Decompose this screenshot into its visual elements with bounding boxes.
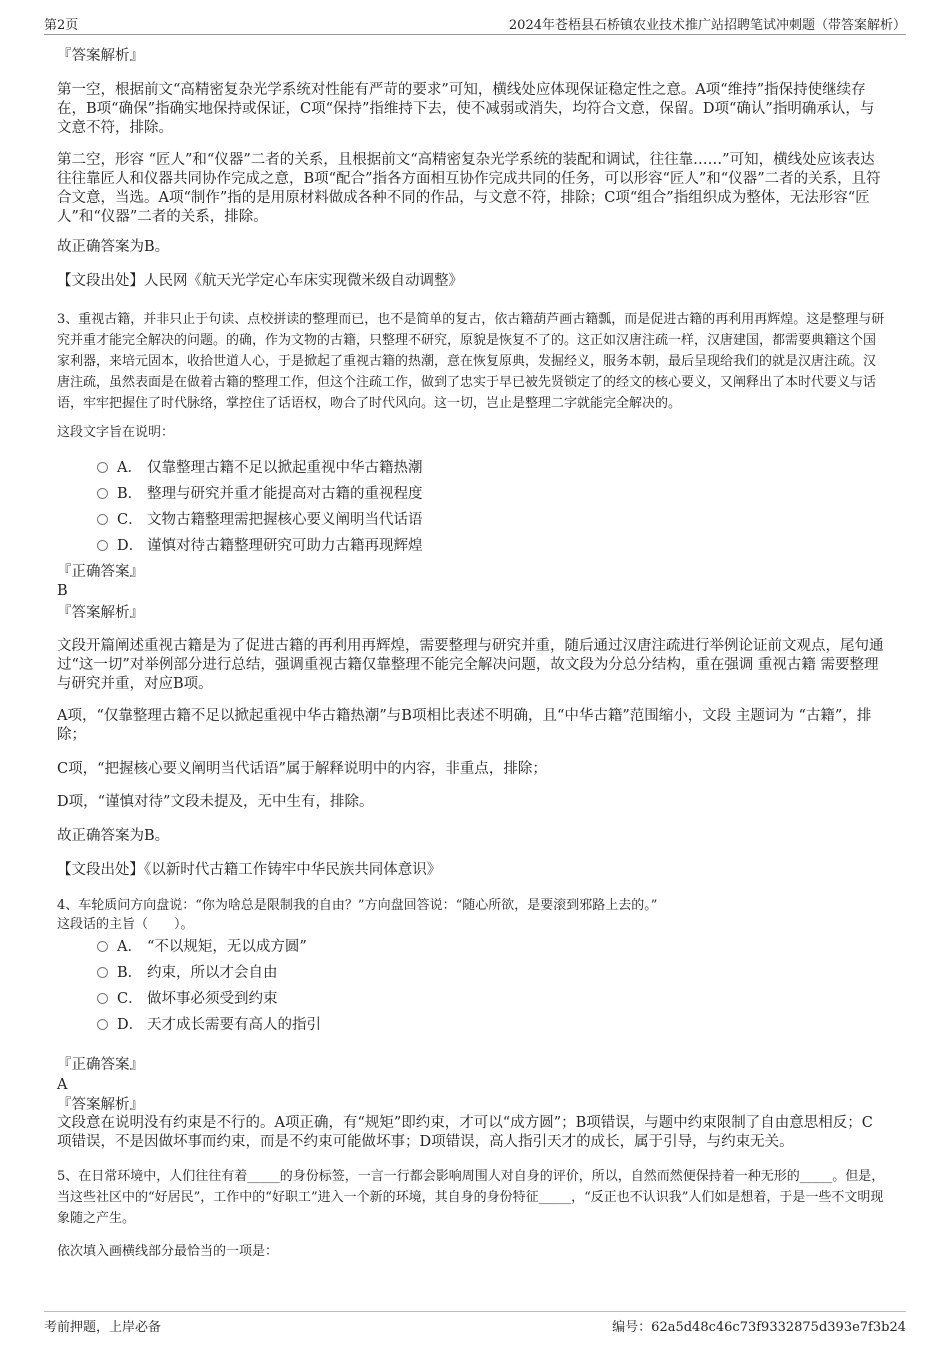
answer-value: B xyxy=(57,583,68,599)
question-stem: 这段话的主旨（ ）。 xyxy=(57,917,194,932)
radio-button[interactable] xyxy=(97,967,108,978)
analysis-heading: 『答案解析』 xyxy=(57,1097,144,1113)
page-header xyxy=(44,14,906,35)
analysis-paragraph: 第一空，根据前文“高精密复杂光学系统对性能有严苛的要求”可知，横线处应体现保证稳定性之意。A项“维持”指保持使继续存在，B项“确保”指确实地保持或保证，C项“保持”指维持下去，使不减弱或消失，均符合文意，保留。D项“确认”指明确承认，与文意不符，排除。 xyxy=(57,82,875,136)
answer-heading: 『正确答案』 xyxy=(57,564,144,580)
answer-heading: 『正确答案』 xyxy=(57,1057,144,1073)
analysis-heading: 『答案解析』 xyxy=(57,48,144,64)
answer-value: A xyxy=(57,1077,68,1093)
option-a[interactable]: A． “不以规矩，无以成方圆” xyxy=(97,937,307,957)
footer-slogan: 考前押题，上岸必备 xyxy=(44,1320,162,1335)
document-id: 编号：62a5d48c46c73f9332875d393e7f3b24 xyxy=(612,1320,906,1335)
radio-button[interactable] xyxy=(97,1019,108,1030)
option-c[interactable]: C． 文物古籍整理需把握核心要义阐明当代话语 xyxy=(97,510,423,530)
analysis-paragraph: 第二空，形容 “匠人”和“仪器”二者的关系，且根据前文“高精密复杂光学系统的装配和调试，往往靠……”可知，横线处应该表达往往靠匠人和仪器共同协作完成之意，B项“配合”指各方面相互协作完成共同的任务，可以形容“匠人”和“仪器”二者的关系，且符合文意，当选。A项“制作”指的是用原材料做成各种不同的作品，与文意不符，排除；C项“组合”指组织成为整体，无法形容“匠人”和“仪器”二者的关系，排除。 xyxy=(57,152,881,225)
option-a[interactable]: A． 仅靠整理古籍不足以掀起重视中华古籍热潮 xyxy=(97,458,423,478)
page-footer xyxy=(44,1311,906,1334)
question-prompt: 依次填入画横线部分最恰当的一项是： xyxy=(57,1244,279,1259)
question-prompt: 这段文字旨在说明： xyxy=(57,425,175,440)
radio-button[interactable] xyxy=(97,488,108,499)
option-c[interactable]: C． 做坏事必须受到约束 xyxy=(97,989,278,1009)
analysis-paragraph: C项，“把握核心要义阐明当代话语”属于解释说明中的内容，非重点，排除； xyxy=(57,761,547,777)
analysis-paragraph: A项，“仅靠整理古籍不足以掀起重视中华古籍热潮”与B项相比表述不明确，且“中华古籍”范围缩小，文段 主题词为 “古籍”，排除； xyxy=(57,708,872,743)
radio-button[interactable] xyxy=(97,514,108,525)
option-b[interactable]: B． 整理与研究并重才能提高对古籍的重视程度 xyxy=(97,484,423,504)
document-title: 2024年苍梧县石桥镇农业技术推广站招聘笔试冲刺题（带答案解析） xyxy=(508,18,906,33)
radio-button[interactable] xyxy=(97,993,108,1004)
source-text: 【文段出处】人民网《航天光学定心车床实现微米级自动调整》 xyxy=(57,273,463,289)
analysis-paragraph: 文段开篇阐述重视古籍是为了促进古籍的再利用再辉煌，需要整理与研究并重，随后通过汉唐注疏进行举例论证前文观点，尾句通过“这一切”对举例部分进行总结，强调重视古籍仅靠整理不能完全解决问题，故文段为分总分结构，重在强调 重视古籍 需要整理与研究并重，对应B项。 xyxy=(57,638,884,692)
analysis-heading: 『答案解析』 xyxy=(57,605,144,621)
question-stem: 5、在日常环境中，人们往往有着_____的身份标签，一言一行都会影响周围人对自身的评价，所以，自然而然便保持着一种无形的_____。但是，当这些社区中的“好居民”，工作中的“好职工”进入一个新的环境，其自身的身份特征_____，“反正也不认识我”人们如是想着，于是一些不文明现象随之产生。 xyxy=(57,1169,885,1226)
radio-button[interactable] xyxy=(97,462,108,473)
page-number: 第2页 xyxy=(44,18,79,33)
conclusion-text: 故正确答案为B。 xyxy=(57,239,170,255)
analysis-paragraph: 文段意在说明没有约束是不行的。A项正确，有“规矩”即约束，才可以“成方圆”；B项错误，与题中约束限制了自由意思相反；C项错误，不是因做坏事而约束，而是不约束可能做坏事；D项错误，高人指引天才的成长，属于引导，与约束无关。 xyxy=(57,1115,873,1150)
question-stem: 3、重视古籍，并非只止于句读、点校拼读的整理而已，也不是简单的复古，依古籍葫芦画古籍瓢，而是促进古籍的再利用再辉煌。这是整理与研究并重才能完全解决的问题。的确，作为文物的古籍，只整理不研究，原貌是恢复不了的。这正如汉唐注疏一样，汉唐建国，都需要典籍这个国家利器，来培元固本，收拾世道人心，于是掀起了重视古籍的热潮，意在恢复原典，发掘经义，服务本朝，最后呈现给我们的就是汉唐注疏。汉唐注疏，虽然表面是在做着古籍的整理工作，但这个注疏工作，做到了忠实于早已被先贤锁定了的经文的核心要义，又阐释出了本时代要义与话语，牢牢把握住了时代脉络，掌控住了话语权，吻合了时代风向。这一切，岂止是整理二字就能完全解决的。 xyxy=(57,312,885,411)
radio-button[interactable] xyxy=(97,941,108,952)
option-d[interactable]: D． 天才成长需要有高人的指引 xyxy=(97,1015,321,1035)
radio-button[interactable] xyxy=(97,540,108,551)
conclusion-text: 故正确答案为B。 xyxy=(57,828,170,844)
question-stem: 4、车轮质问方向盘说：“你为啥总是限制我的自由？”方向盘回答说：“随心所欲，是要滚到邪路上去的。” xyxy=(57,898,658,913)
analysis-paragraph: D项，“谨慎对待”文段未提及，无中生有，排除。 xyxy=(57,794,374,810)
option-d[interactable]: D． 谨慎对待古籍整理研究可助力古籍再现辉煌 xyxy=(97,536,423,556)
option-b[interactable]: B． 约束，所以才会自由 xyxy=(97,963,278,983)
source-text: 【文段出处】《以新时代古籍工作铸牢中华民族共同体意识》 xyxy=(57,862,442,878)
